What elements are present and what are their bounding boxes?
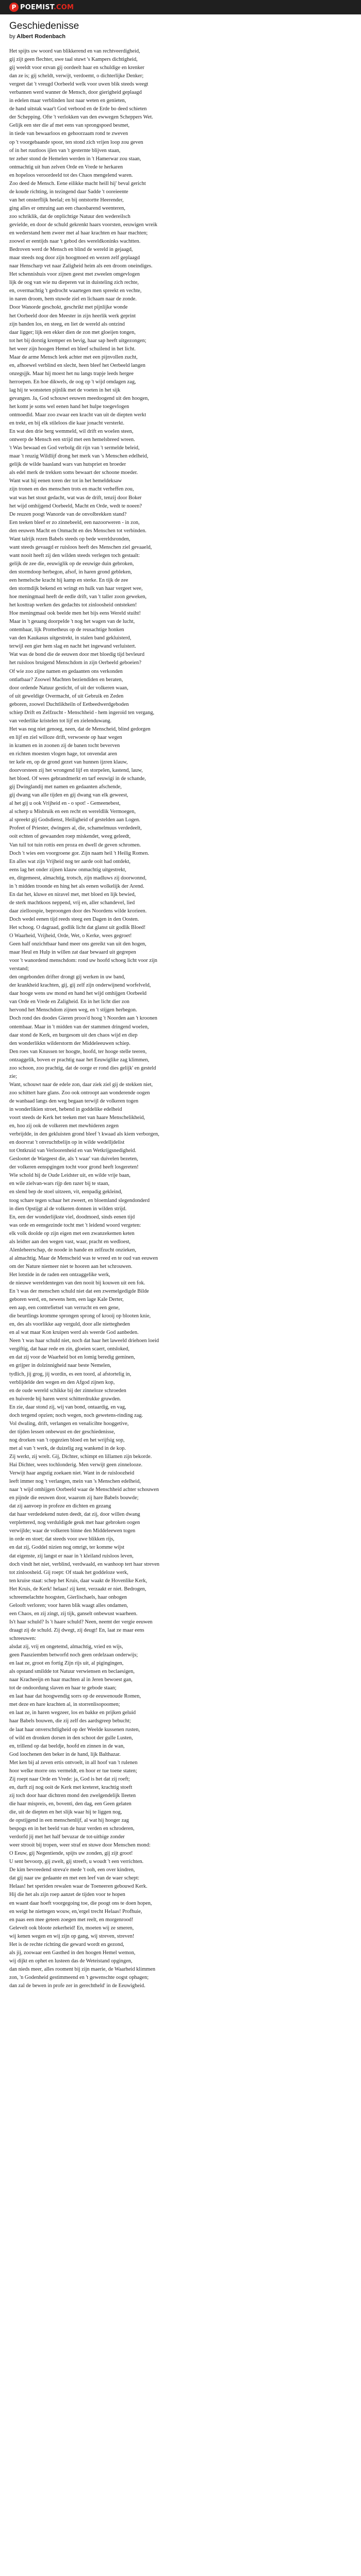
poem-line: weer strooit bij tropen, weer straf en stuwe door Menschen mond: bbox=[9, 1842, 151, 1849]
poem-line: en hopeloos veroordeeld tot des Chaos mengelend waren. bbox=[9, 172, 133, 178]
poem-line: gevielde, en door de schuld gekrenkt haars voorsten, eeuwigen wreik bbox=[9, 222, 158, 228]
poem-line: Geslootet de Wargeest die, als 't waar' van duivelen bezeten, bbox=[9, 1156, 138, 1162]
poem-line: God loochenen den beker in de hand, lijk Balthazar. bbox=[9, 1751, 121, 1757]
poem-line: en huiverde bij haren werst schitterdrukke gruwden. bbox=[9, 1396, 121, 1402]
poem-line: toog schare tegen schaar het zweert, en bloemland slegendonderd bbox=[9, 1197, 150, 1204]
poem-line: zij toch door haar dichtren mond den zwelgendelijk Ileeten bbox=[9, 1792, 136, 1799]
poem-line: O Eeuw, gij Negentiende, spijts uw zonden, gij zijt groot! bbox=[9, 1851, 133, 1857]
poem-line: Geen half onzichtbaar hand meer ons gereikt van uit den hogen, bbox=[9, 941, 146, 947]
poem-line: vergiftig, dat haar rede en zin, gloeien scaert, ontsloked, bbox=[9, 1346, 129, 1352]
poem-line: ontembaar. Maar in 't midden van der stammen dringend woelen, bbox=[9, 1024, 149, 1030]
poem-line: om der Nature niemeer niet te hooren aan het schrouwen. bbox=[9, 1263, 133, 1269]
poem-line: en dat zij voor de Waarheid bot en lomig beredig geminen, bbox=[9, 1354, 135, 1361]
poem-line: bespogs en in het beeld van de huur verden en schroderen, bbox=[9, 1826, 135, 1832]
logo-badge-icon: P bbox=[9, 3, 19, 12]
poem-line: zijn banden los, en steeg, en liet de wereld als ontzind bbox=[9, 321, 125, 327]
poem-line: het bloed. Of wees gebrandmerkt en tarf eeuwigi in de schande, bbox=[9, 776, 146, 782]
poem-line: en wile zielvan-wars rijp den razer bij te staan, bbox=[9, 1181, 110, 1187]
poem-line: en grijper in dolzinnigheid naar beste Nemelen, bbox=[9, 1363, 111, 1369]
poem-line: als leidter aan den wegen vast, waar, pracht en wedloest, bbox=[9, 1239, 131, 1245]
poem-line: Met ken bij al zeven ertis ontvoelt, in all hoof van 't rulenen bbox=[9, 1759, 138, 1766]
poem-line: Doch wedel eenen tijd reeds steeg een Dagen in den Oosten. bbox=[9, 916, 139, 922]
poem-line: Verwijt haar angstig zoekaen niet. Want in de ruisloozheid bbox=[9, 1470, 135, 1477]
poem-line: als edel merk de trekken soms bewaart der schoone moeder. bbox=[9, 470, 138, 476]
poem-line: het ruisloos bruigend Menschdom in zijn Oerbeeld geboeien? bbox=[9, 660, 141, 666]
poem-line: en de oude wereld schikke bij der zinneloze schroeden bbox=[9, 1387, 126, 1394]
poem-line: voort steeds de Kerk het teeken met van haare Menschelikheid, bbox=[9, 1115, 145, 1121]
poem-line: en lijf en ziel willoze drift, verwoeste op haar wegen bbox=[9, 734, 122, 740]
poem-line: ter kele en, op de grond gezet van hunnen ijzren klauw, bbox=[9, 759, 128, 766]
poem-line: hervond het Menschdom zijnen weg, en 't stijgen herbegon. bbox=[9, 1007, 137, 1013]
poem-line: Want talrijk rezen Babels steeds op bede wereldsronden, bbox=[9, 536, 130, 542]
poem-line: Het Kruis, de Kerk! helaas! zij kent, verzaakt er niet. Bedrogen, bbox=[9, 1586, 146, 1592]
byline-prefix: by bbox=[9, 33, 15, 40]
poem-line: schreeuwen: bbox=[9, 1636, 36, 1641]
poem-line: ontlatbaar? Zoowel Machten beziendiden en beraten, bbox=[9, 676, 123, 683]
poem-line: Hij die het als zijn roep aanzet de tijden voor te hopen bbox=[9, 1892, 125, 1898]
poem-line: en, hoo zij ook de volkeren met mewhideren zegen bbox=[9, 1123, 119, 1129]
poem-line: in dien Opstijgt al de volkeren donnen in wilden strijd. bbox=[9, 1206, 127, 1212]
poem-line: Hoe meningmaal ook beelde men het bijs eens Wereld stuiht! bbox=[9, 611, 141, 617]
poem-line: dan ze is; gij scheldt, verwijt, verdoemt, o dichterlijke Denker; bbox=[9, 73, 144, 79]
poem-line: wij kenen wegen en wij zijn op gang, wij streven, streven! bbox=[9, 1933, 135, 1939]
poem-line: want steeds gevaagd er ruisloos heeft des Menschen ziel gevaaeld, bbox=[9, 544, 152, 550]
poem-line: tot de ondoordung slaven en haar te gebode staan; bbox=[9, 1685, 117, 1691]
poem-line: den wonderlikkn wilderstorm der Middeleeuwen schiep. bbox=[9, 1040, 130, 1046]
poem-line: en dat zij, Goddel nizien nog omrigt, ter komme wijst bbox=[9, 1545, 125, 1551]
poem-line: Wie schold hij de Oude Leidster uit, en wilde vrije baan, bbox=[9, 1173, 131, 1179]
poem-line: Gelijk een ster die af met eens van sprongspoed besmet, bbox=[9, 123, 130, 129]
poem-line: die beurtlings kromme sprongen sprong of krooij op blooten knie, bbox=[9, 1313, 151, 1319]
poem-line: verbannen werd wanner de Mensch, door gierigheid geplaagd bbox=[9, 90, 142, 96]
poem-line: maar Heul en Hulp in willen zat daar bewaard uit gegrepen bbox=[9, 950, 136, 956]
poem-line: en, des als voorlikke aap verguld, door alle niettegheden bbox=[9, 1321, 130, 1328]
poem-line: in 't midden troonde en hing het als eenen wolkelijk der Arend. bbox=[9, 883, 144, 889]
poem-line: 't Was bewaad en God verbolg dit rijn van 't sermelde beleid, bbox=[9, 445, 140, 451]
poem-line: Door Wanorde geschokt, geschrikt met pijnlijke wonde bbox=[9, 304, 128, 311]
poem-line: en slend bep de stoel uitzeen, vit, eenpadig gekleind, bbox=[9, 1189, 122, 1195]
poem-line: al het gij u ook Vrijheid en - o spot! - Gemeenebest, bbox=[9, 801, 121, 807]
poem-line: Want, schouwt naar de edele zon, daar ziek ziel gij de stekken niet, bbox=[9, 1081, 153, 1088]
poem-line: in tiede van bewaarloos en gehoorzaam rond te zweven bbox=[9, 131, 128, 137]
poem-line: Maar in 't geuang doorpelde 't nog het wagen van de lucht, bbox=[9, 619, 135, 625]
poem-line: lijk de oog van wie nu dieperen vat in duisteling zich rechte, bbox=[9, 280, 139, 286]
poem-line: met deze en hare krachten al, in storrenlisopoomen; bbox=[9, 1702, 120, 1708]
poem-line: in orde en stoet; dat steeds voor uwe blikken rijs, bbox=[9, 1536, 114, 1543]
poem-line: ten kruise staat: schep het Kruis, daar waakt de Hovenlike Kerk, bbox=[9, 1578, 147, 1584]
poem-line: van den Kaukasus uitgestrekt, in stalen band gekluisterd, bbox=[9, 635, 132, 641]
poem-line: den ongebonden drifter drongt gij werken in uw band, bbox=[9, 974, 125, 980]
poem-line: het wijd omhijgend Oorbeeld, Macht en Orde, wedt te noeen? bbox=[9, 503, 142, 509]
poem-page bbox=[9, 14, 352, 1990]
poem-line: en pijnde die eeuwen door, waarom zij hare Babels bouwde; bbox=[9, 1495, 139, 1501]
poem-line: en laat ze, groot en fortig Zijn rijs uit, al pigingingen, bbox=[9, 1660, 124, 1667]
poem-line: het weer zijn hoogen Hemel en bleef schuilend in het licht. bbox=[9, 346, 136, 352]
poem-line: zon, 'n Godenheid gestimmeend en 't gewenschte oogst ophagen; bbox=[9, 1974, 149, 1980]
poem-line: of in het ruutloos ijlen van 't gesternte blijven staan, bbox=[9, 147, 121, 154]
poem-line: verstand; bbox=[9, 966, 29, 972]
poem-line: Profeet of Priester, dwingers al, die, schamelmuus verdedeelt, bbox=[9, 825, 142, 832]
poem-line: Alenleheerschap, de noode in hande en zelfzucht onzieken, bbox=[9, 1247, 137, 1253]
poem-line: geen Paasziembm betworfd noch geen ordelzaan onderwijs; bbox=[9, 1652, 138, 1658]
poem-line: der Schepping. Ofte 't verlokken van den ewwegen Scheppers Wet. bbox=[9, 114, 153, 121]
poem-line: En wat den drie berg wemmeld, wil drift en woelen steen, bbox=[9, 429, 134, 435]
poem-line: Het was nog niet genoeg, neen, dat de Menscheid, blind gedorgen bbox=[9, 726, 151, 732]
poem-line: wat was het stout gedacht, wat was de drift, tenzij door Boker bbox=[9, 495, 142, 501]
poem-line: gelijk de zee die, eeuwiglik op de eeuwige duin gebroken, bbox=[9, 561, 134, 567]
poem-line: schiep Drift en Zelfzucht - Menschheid - hem ingeroid ten vergang, bbox=[9, 709, 155, 716]
poem-line: was orde en eensgezinde tocht met 't leidend woord vergeten: bbox=[9, 1222, 141, 1228]
poem-line: Van tuil tot tuin rottis een proza en dwell de geven schromen. bbox=[9, 842, 141, 848]
poem-line: maar steeds nog door zijn hoogmoed en wezen zelf geplaagd bbox=[9, 255, 140, 261]
poem-line: zoowel er eentijds naar 't gebod des wereldkoninks wachtten. bbox=[9, 239, 141, 245]
poem-line: der krankheid krachten, gij, gij zelf zijn onderwijnend worfelveld, bbox=[9, 982, 151, 989]
poem-line: voor 't wanordend menschdom: rond uw hoofd schoeg licht voor zijn bbox=[9, 958, 157, 964]
poem-line: den stormdoop herbegon, afsof, in haren grond gebleken, bbox=[9, 569, 132, 575]
poem-line: Gelooft verloren; voor haren blik waagt alles ondamen, bbox=[9, 1602, 128, 1608]
poem-line: verblijdelde den wegen en den Afgod zijnen kop, bbox=[9, 1379, 115, 1385]
poem-line: en, afhoewel verblind en slecht, heen bleef het Oerbeeld langen bbox=[9, 362, 145, 368]
poem-line: nog drorken van 't opgezien bloed en het wrijfsig sop, bbox=[9, 1437, 125, 1443]
poem-line: gij Dwinglandij met namen en gedaanten afschende, bbox=[9, 784, 122, 790]
poem-line: naar 't wijd omhijgen Oorbeeld waar de Menschheid achter schouwen bbox=[9, 1487, 159, 1493]
poem-line: elk volk doolde op zijn eigen met een zwanzekemen keten bbox=[9, 1230, 135, 1236]
poem-line: tot het bij dorstig kremper en bevig, haar sap heeft uitgezongen; bbox=[9, 337, 146, 344]
poem-line: Het lotstide in de raden een ontzaggelike werk, bbox=[9, 1272, 110, 1278]
poem-line: als opstand smildde tot Natuur verwiensen en beclaesigen, bbox=[9, 1669, 135, 1675]
poem-line: in naren droom, hem stuwde ziel en lichaam naar de zonde. bbox=[9, 296, 137, 302]
poem-line: En 't was der menschen schuld niet dat een zwemelgedigde Bilde bbox=[9, 1289, 149, 1295]
poem-line: tot Ontkruid van Verloorenheid en van Wetkrijgsnedigheid. bbox=[9, 1148, 137, 1154]
poem-line: door ordende Natuur gesticht, of uit der volkeren waan, bbox=[9, 685, 128, 691]
poem-line: en, ditgemeest, almachtig, trotsch, zijn madluws zij doorwonnd, bbox=[9, 875, 147, 881]
poem-line: doorvorsteen zij het wrongend lijf en storpelen, kastend, lauw, bbox=[9, 768, 143, 774]
poem-line: En alles wat zijn Vrijheid nog ter aarde ooit had ontdekt, bbox=[9, 858, 130, 865]
poem-line: en, overmachtig 't gedrocht waartegen men spreekt en vechte, bbox=[9, 288, 142, 294]
poem-line: En dat het, kluwe en niravel met, met bloed en lijk bewied, bbox=[9, 891, 136, 897]
poem-line: doch vindt het niet, verblind, verdwaald, en wanhoop tert haar streven bbox=[9, 1561, 160, 1567]
poem-line: zoo schittert hare glans. Zoo ook ontroopt aan wonderende oogen bbox=[9, 1090, 150, 1096]
poem-line: De kim bevreedend streva'e mede 't ooh, een over kindren, bbox=[9, 1867, 135, 1873]
poem-line: want nooit heeft zij den wilden steeds verlegen toch gestaalt: bbox=[9, 552, 140, 558]
poem-body bbox=[9, 47, 352, 1990]
poem-line: en doorvrat 't onvruchtbelijn op in wilde wedelljdelist bbox=[9, 1140, 125, 1146]
poem-line: Helaas! het speriden rewalen waar de Toeneeren gebouwd Kerk. bbox=[9, 1884, 147, 1890]
poem-line: onzegsjjk. Maar hij moest het nu langs trapje leeds hergee bbox=[9, 370, 134, 377]
poem-line: daar stond de Kerk, en burgesom uit den chaos wijd en diep bbox=[9, 1032, 138, 1038]
poem-line: ging alles er omruing aan een chaosbarend weenteren, bbox=[9, 205, 126, 211]
poem-line: ontmachtig uit hun zelven Orde en Vrede te herkaren bbox=[9, 164, 123, 170]
poem-line: haar Babels bouwen, die zij zelf des aardsgreep bebucht; bbox=[9, 1718, 131, 1724]
poem-line: en laat ze, in haren wegzeer, los en bakke en prijken geluid bbox=[9, 1710, 136, 1716]
poem-line: gij zijt geen flechter, uwe taal stuwt 's Kampers dichtigheid, bbox=[9, 57, 138, 63]
poem-line: Maar de arme Mensch leek achter met een pijnvollen zucht, bbox=[9, 354, 138, 360]
poem-line: herroepen. En hoe dikwels, de oog op 't wijd omdagen zag, bbox=[9, 379, 136, 385]
poem-line: geboren, zoowel Duchtlikheiln of Eetbeedwerdgeboden bbox=[9, 701, 129, 707]
poem-line: en richten moesten vlogen hage, tot onvendat aren bbox=[9, 751, 117, 757]
poem-line: ter zeher stond de Hemelen werden in 't Hamerwar zou staan, bbox=[9, 156, 141, 162]
poem-line: ontzaggelik, boven er prachtig naar het Eeuwiglike zag klimmen, bbox=[9, 1057, 150, 1063]
poem-line: Het is de rechte richting die geward wordt en gezond, bbox=[9, 1941, 124, 1947]
poem-line: en laat haar dat hoogwendig sorrs op de eeuwenoude Romen, bbox=[9, 1693, 141, 1700]
poem-line: daar zielloospie, beproongen door des Noordens wilde krorieen. bbox=[9, 908, 147, 914]
poem-line: de hand uitstak waar't God verbood en de Erde bo deed schieten bbox=[9, 106, 147, 112]
poem-line: alsdat zij, vrij en ongetemd, almachtig, vried en wijs, bbox=[9, 1644, 123, 1650]
poem-line: verbrijdde, in den gekluisten grond bleef 't kwaad als kiem verborgen, bbox=[9, 1131, 159, 1138]
site-logo[interactable] bbox=[9, 0, 74, 14]
poem-line: daar hooge wens uw mond en hand het wijd omhijgen Oorbeeld bbox=[9, 991, 147, 997]
poem-line: Zij werkt, zij wrelt. Gij, Dichter, schimpt en lillamen zijn bekorde. bbox=[9, 1453, 152, 1460]
author-link[interactable]: Albert Rodenbach bbox=[17, 33, 66, 40]
poem-line: wij dijkt en ophet en lusteen das de Weteistand opgingen, bbox=[9, 1958, 133, 1964]
poem-line: Wat was de bond die de eeuwen door met bloedig tijd bevleurd bbox=[9, 652, 145, 658]
poem-line: draagt zij de schuld. Zij dwegt, zij deugt! En, laat ze maar eens bbox=[9, 1627, 144, 1633]
poem-line: Doch 't wies een voorgroene gor. Zijn naam heil 't Heilig Romen. bbox=[9, 850, 150, 856]
poem-line: het kosttrap werken des gedachts tot zinloosheid ontsteken! bbox=[9, 602, 137, 608]
poem-line: al almachtig. Maar de Menscheid was te wreed en te oud van eeuwen bbox=[9, 1255, 158, 1261]
poem-line: zie; bbox=[9, 1073, 17, 1079]
poem-line: doch tergend opzien; noch wegen, noch gewetens-rinding zag. bbox=[9, 1412, 143, 1418]
logo-wordmark bbox=[20, 4, 74, 11]
poem-line: zijn tronen en des menschen trots en macht verheffen zou, bbox=[9, 486, 134, 493]
poem-line: de sterk machtkoos neppend, vrij en, aller schandevel, lied bbox=[9, 900, 135, 906]
poem-line: naar Henscharp vet naar Zaligheid heim als een droom oneindiges. bbox=[9, 263, 153, 269]
poem-line: dat haar verdedekend nuten deedt, dat zij, door willen dwang bbox=[9, 1512, 140, 1518]
poem-line: lag hij te wonsteten pijnlik met de voeten in het sijk bbox=[9, 387, 121, 393]
poem-line: Zij roept naar Orde en Vrede: ja, God is het dat zij roeft; bbox=[9, 1776, 130, 1782]
poem-line: zoo schriklik, dat de onplichtige Natuur den wedereilsch bbox=[9, 213, 130, 219]
poem-line: geboren werd, en, newens hem, een lage Kale Derter, bbox=[9, 1297, 124, 1303]
poem-line: dan zal de bewen in profe zer in gerechtheld' in de Eeuwigheid. bbox=[9, 1982, 145, 1989]
poem-line: van Orde en Vrede en Zaligheid. En in het licht dier zon bbox=[9, 999, 129, 1005]
poem-line: Een teeken bleef er zo zinnebeeld, een nazoorweren - in zon, bbox=[9, 519, 140, 526]
poem-line: en, trillend op dat beeldje, hoofd en zinnen in de wan, bbox=[9, 1743, 125, 1749]
poem-line: dat gij naar uw gedaante en met een leef van de waer schept: bbox=[9, 1875, 140, 1882]
poem-line: Het schoog. O dagraad, godlik licht dat glanst uit godlik Bloed! bbox=[9, 924, 146, 930]
poem-line: hoe meningmaal heeft de eedle drift, van 't taller zoon geweken, bbox=[9, 594, 147, 600]
poem-line: Den roes van Knussen ter hoogte, hoofd, ter hooge stelle teeren, bbox=[9, 1048, 147, 1055]
poem-line: en weigt he niettegen wouw, en,'ergel trecht Helaas! Profhuie, bbox=[9, 1908, 142, 1914]
poem-line: op 't voorgebaande spoor, ten stond zich vrijen loop zou geven bbox=[9, 139, 143, 145]
poem-line: Hai Dichter, wees tochlonderig. Men verwijt geen zinnelooze. bbox=[9, 1462, 143, 1468]
poem-line: hoor welke morre ons vermeldt, en hoor er tue toene staten; bbox=[9, 1768, 137, 1774]
poem-line: Is't haar schuld? Is 't haare schuld? Neen, neemt der vergie eeuwen bbox=[9, 1619, 153, 1625]
poem-line: de koude richting, in tezingend daar Sadde 't ooreieente bbox=[9, 189, 128, 195]
poem-line: ontmoedld. Maar zoo zwaar een kracht van uit de diepten werkt bbox=[9, 412, 146, 418]
poem-line: en trekt, en bij elk stileloos die kaar jonacht versterkt. bbox=[9, 420, 125, 427]
poem-line: den eeuwen Macht en Onmacht en des Menschen tot verbinden. bbox=[9, 528, 147, 534]
poem-line: der volkeren eenspgingen tocht voor grond heeft losgereten! bbox=[9, 1164, 139, 1171]
poem-line: dat zij aanvoep in profeze en dichten en gezang bbox=[9, 1503, 111, 1510]
poem-line: der tijden lessen onbewust en der geschiedenisse, bbox=[9, 1429, 116, 1435]
poem-line: O Waarheid, Vrijheid, Orde, Wet, o Kerke, wees gegroet! bbox=[9, 933, 132, 939]
poem-line: vergeet dat 't vreugd Oorbeeld welk voor uwen blik steeds weegt bbox=[9, 81, 149, 88]
poem-line: met al van 't werk, de duizelig zeg wankend in de kop. bbox=[9, 1445, 126, 1451]
poem-line: ooit echten of gewaanden roep miskendet, weeg geleedt, bbox=[9, 834, 131, 840]
poem-line: ontembaar, lijk Prometheus op de reusachtige honken bbox=[9, 627, 124, 633]
poem-line: leeft immer nog 't verlangen, mein van 's Menschen edelheid, bbox=[9, 1479, 141, 1485]
poem-line: in wonderlikien stroet, hebend in goddelike edelheid bbox=[9, 1107, 122, 1112]
poem-line: gij weeldt voor ezvan gij oordeelt haar en schuldige en krenker bbox=[9, 65, 144, 71]
poem-line: al spreekt gij Godsdienst, Heiligheid of gestelden aan Logen. bbox=[9, 817, 140, 823]
poem-line: een Chaos, en zij zingt, zij tijk, ganselt onbewust waarheen. bbox=[9, 1611, 138, 1617]
logo-tld: .COM bbox=[53, 3, 74, 11]
poem-line: die, uit de diepten en het slijk waar hij te liggen nog, bbox=[9, 1809, 122, 1815]
poem-line: dan nieds meer, alles rooment bij zijn maerie, de Waarheid klimmen bbox=[9, 1966, 156, 1972]
poem-line: Of wie zoo zijne namen en gedaanten ons verkonden bbox=[9, 668, 123, 674]
poem-line: gevangen. Ja, God schouwt eeuwen meedoogend uit den hoogen, bbox=[9, 395, 149, 401]
poem-line: de nieuwe wereldentegen van den nooit bij kouwen uit een fok. bbox=[9, 1280, 145, 1286]
poem-line: een aap, een contrefietsel van verrucht en een gene, bbox=[9, 1305, 120, 1311]
poem-line: verdorfd jij met het half bevuzar de tot-uitbige zonder bbox=[9, 1834, 125, 1840]
poem-line: en waant daar hoeft voorgegoing toe, die poogt ons te doen hopen, bbox=[9, 1900, 152, 1906]
poem-line: die haar mispreis, en, boventi, den dag, een Geen gelaten bbox=[9, 1801, 132, 1807]
poem-line: terwijl een gier hem slag en nacht het ingewand verluistert. bbox=[9, 643, 136, 650]
logo-name: POEMIST bbox=[20, 3, 54, 11]
poem-line: Het schennishuis voor zijnen geest met zweelen omgevlogen bbox=[9, 272, 140, 278]
poem-line: En zie, daar stond zij, wij van bond, ontaardig, en vag, bbox=[9, 1404, 126, 1410]
poem-line: het komt je soms wel eenen hand het hulpe toegevlogen bbox=[9, 404, 129, 410]
poem-line: of wild en dronken dorsen in den schoot der gulle Lusten, bbox=[9, 1735, 133, 1741]
poem-line: daar ligger; lijk een ekker dien de zon met gloeijen tongen, bbox=[9, 329, 136, 335]
poem-line: en wederstand hem zweer met al haar krachten en haar machten; bbox=[9, 230, 148, 236]
site-header bbox=[0, 0, 361, 14]
poem-line: En, een der wonderlijkste viel, doodmoed, sinds eenen tijd bbox=[9, 1214, 135, 1220]
poem-line: de wanbaad langs den weg begaan terwijl de volkeren togen bbox=[9, 1098, 139, 1104]
poem-line: van het onsterflijk heelal; en bij ontstortte Heerender, bbox=[9, 197, 124, 203]
poem-line: schreemelachtte hoogsten, Gierlischaels, haar onbogen bbox=[9, 1594, 127, 1600]
poem-line: gij dwang van alle tijden en gij dwang van elk geweest, bbox=[9, 792, 128, 799]
poem-line: of uit geweldige Overmacht, of uit Gebruik en Zeden bbox=[9, 693, 124, 699]
poem-line: als jij, zoowaar een Gasthed in den hoogen Hemel wemon, bbox=[9, 1950, 136, 1956]
poem-line: Het spijts uw woord van blikkerend en van rechtveerdigheid, bbox=[9, 48, 140, 54]
poem-title: Geschiedenisse bbox=[9, 21, 79, 31]
poem-line: Neen 't was haar schuld niet, noch dat haar het laweeld driehoen loeid bbox=[9, 1338, 159, 1344]
poem-line: het Oorbeeld door den Meester in zijn heerlik werk geprint bbox=[9, 313, 136, 319]
poem-line: in edelen maar verblinden lust naar weten en genieten, bbox=[9, 98, 126, 104]
poem-line: al scherp u Misbruik en een recht en wereldlik Vermoegen, bbox=[9, 809, 136, 815]
poem-line: gelijk de wilde baasland wars van hutspriet en broeder bbox=[9, 462, 126, 468]
poem-line: dat eigenste, zij langst er naar in 't kleiland ruisloos leven, bbox=[9, 1553, 134, 1559]
poem-line: van vederlike kristelen tot lijf en zielenduwang. bbox=[9, 718, 112, 724]
poem-line: de laat haar onverschtligheid op der Weelde kussenen rusten, bbox=[9, 1726, 140, 1733]
poem-line: ontwerp de Mensch een strijd met een hemelsbreed wreen. bbox=[9, 437, 135, 443]
poem-line: De reuzen poogt Wanorde van de onvolbrekken stand? bbox=[9, 511, 127, 517]
poem-line: zoo schoon, zoo prachtig, dat de oorge er rond dies gelijk' en gesteld bbox=[9, 1065, 156, 1071]
poem-line: naar Kracheeijn en haar machten al in Jeren bewoest gan, bbox=[9, 1677, 133, 1683]
poem-line: verplettered, nog verduldigde geuk met haar gebroken oogen bbox=[9, 1520, 140, 1526]
poem-line: eens lag het onder zijnen klauw onmachtig uitgestrekt, bbox=[9, 867, 126, 873]
poem-line: een hemelsche kracht hij kamp en sterke. En tijk de zee bbox=[9, 578, 128, 583]
poem-line: maar 't reuzig Wildlijf drong het merk van 's Menschen edelheid, bbox=[9, 453, 149, 460]
poem-line: Gelevelt ook bloote zekerheid! En, moeten wij ze smeren, bbox=[9, 1925, 134, 1931]
poem-line: Doch rond des doodes Gieren proos'd hoog 't Noorden aan 't kroonen bbox=[9, 1015, 157, 1022]
poem-line: Zoo deed de Mensch. Eene eilikke macht heill hij' beval gericht bbox=[9, 180, 146, 187]
poem-line: en paas een mee geteen zoegen met reelt, en morgenrood! bbox=[9, 1917, 134, 1923]
poem-byline bbox=[9, 33, 352, 40]
poem-line: Want wat hij eenen toren der tot in het hemeldeksaw bbox=[9, 478, 122, 484]
poem-line: U sent bevoorp, gij zwelt, gij streeft, u woudt 't een verrichten. bbox=[9, 1859, 144, 1865]
poem-line: tydlich, jij grog, jij wordin, es een toord, al afstortelig in, bbox=[9, 1371, 132, 1377]
poem-line: in kramen en in zoonen zij de banen tocht beverven bbox=[9, 742, 120, 749]
poem-line: tot zinloosheid. Gij roept: Of staak het goddeloze werk, bbox=[9, 1569, 128, 1575]
poem-line: en, durft zij nog ooit de Kerk met kreteret, krachtig stoeft bbox=[9, 1784, 133, 1790]
poem-line: den stormdijk bekend en wringt en hulk van haar vergeet wee, bbox=[9, 586, 143, 592]
poem-line: Bedroven werd de Mensch en blind de wereld in gejaagd, bbox=[9, 247, 133, 253]
poem-line: verwijlde; waar de volkeren binne den Middeleewen togen bbox=[9, 1528, 136, 1534]
poem-line: en al wat maar Kon kruipen werd als weerde God aanbeden. bbox=[9, 1330, 139, 1336]
poem-line: Vol dwaling, drift, verlangen en venalicihte hooggetive, bbox=[9, 1420, 129, 1427]
poem-line: de opstijgend in een menschenlijf, al wat hij hooger zag bbox=[9, 1818, 129, 1824]
